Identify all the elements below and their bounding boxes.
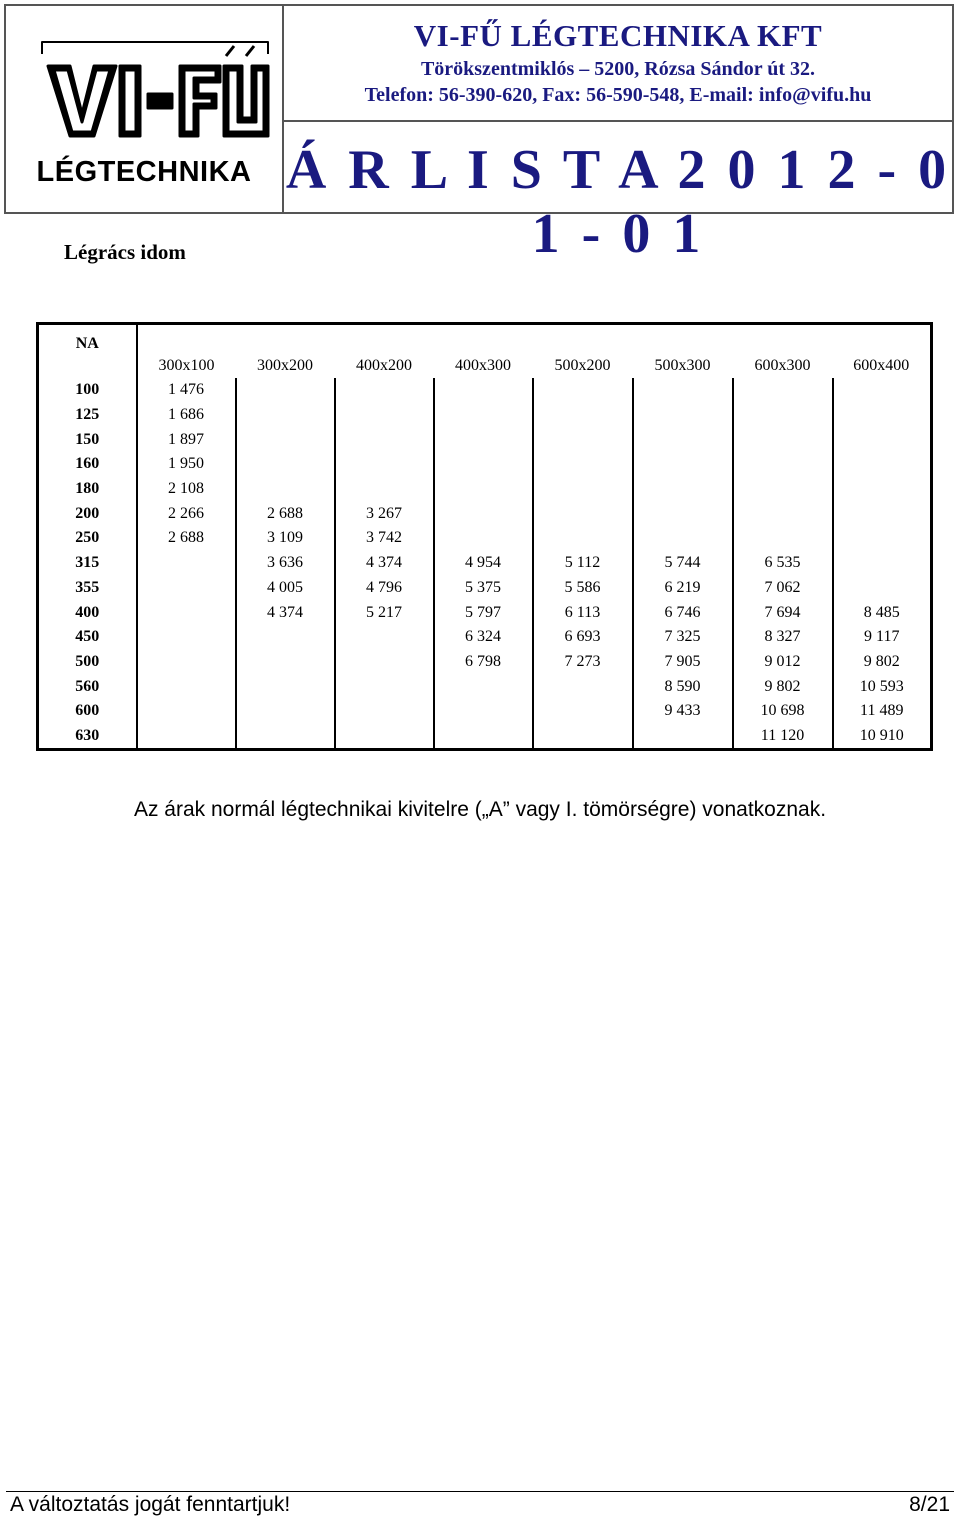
price-cell	[335, 452, 434, 477]
price-cell	[833, 526, 932, 551]
column-header: 300x200	[257, 357, 313, 374]
price-cell: 7 273	[533, 650, 633, 675]
footer-disclaimer: A változtatás jogát fenntartjuk!	[10, 1493, 291, 1516]
table-row	[38, 477, 932, 502]
table-row	[38, 650, 932, 675]
table-row	[38, 452, 932, 477]
price-cell: 6 693	[533, 625, 633, 650]
price-cell	[434, 501, 533, 526]
price-cell	[236, 427, 335, 452]
price-cell	[533, 526, 633, 551]
price-cell: 3 267	[335, 501, 434, 526]
price-cell	[633, 427, 733, 452]
price-cell	[633, 477, 733, 502]
price-cell	[733, 427, 833, 452]
table-header-row	[38, 324, 932, 379]
price-cell	[833, 551, 932, 576]
price-cell	[733, 526, 833, 551]
price-cell: 3 109	[236, 526, 335, 551]
price-cell	[533, 378, 633, 403]
price-cell	[633, 452, 733, 477]
price-cell	[833, 501, 932, 526]
price-cell	[236, 674, 335, 699]
price-cell	[833, 452, 932, 477]
row-na-label: 600	[38, 699, 137, 724]
price-cell: 9 802	[833, 650, 932, 675]
table-row	[38, 551, 932, 576]
price-cell: 7 325	[633, 625, 733, 650]
price-cell	[533, 427, 633, 452]
price-cell: 8 590	[633, 674, 733, 699]
column-header: 600x400	[853, 357, 910, 374]
price-cell	[434, 674, 533, 699]
price-cell	[833, 403, 932, 428]
row-na-label: 125	[38, 403, 137, 428]
price-cell: 6 324	[434, 625, 533, 650]
price-cell: 1 476	[137, 378, 236, 403]
price-list-title: Á R L I S T A 2 0 1 2 - 0 1 - 0 1	[285, 139, 951, 265]
price-cell	[137, 674, 236, 699]
company-contact: Telefon: 56-390-620, Fax: 56-590-548, E-mail: info@vifu.hu	[364, 84, 872, 106]
company-name: VI-FŰ LÉGTECHNIKA KFT	[413, 18, 823, 53]
column-header: 400x200	[356, 357, 412, 374]
price-cell	[434, 724, 533, 750]
price-cell	[434, 427, 533, 452]
header-divider	[284, 120, 952, 122]
price-cell	[733, 501, 833, 526]
price-cell	[137, 650, 236, 675]
price-table-body	[38, 324, 932, 750]
price-cell: 5 375	[434, 576, 533, 601]
price-cell	[137, 699, 236, 724]
row-na-label: 630	[38, 724, 137, 750]
price-cell	[434, 699, 533, 724]
row-na-label: 100	[38, 378, 137, 403]
price-cell: 6 798	[434, 650, 533, 675]
price-cell: 9 117	[833, 625, 932, 650]
row-na-label: 500	[38, 650, 137, 675]
logo-text: LÉGTECHNIKA	[36, 156, 252, 188]
price-cell	[137, 600, 236, 625]
price-cell: 9 802	[733, 674, 833, 699]
price-cell	[236, 403, 335, 428]
row-na-label: 400	[38, 600, 137, 625]
price-cell	[137, 551, 236, 576]
price-cell	[236, 378, 335, 403]
price-cell	[533, 724, 633, 750]
table-row	[38, 378, 932, 403]
price-cell: 6 113	[533, 600, 633, 625]
price-cell: 2 108	[137, 477, 236, 502]
price-cell	[335, 477, 434, 502]
row-na-label: 450	[38, 625, 137, 650]
row-na-label: 200	[38, 501, 137, 526]
price-cell	[633, 501, 733, 526]
price-cell	[733, 403, 833, 428]
price-cell	[434, 378, 533, 403]
price-cell: 4 374	[335, 551, 434, 576]
price-cell: 7 694	[733, 600, 833, 625]
price-cell	[335, 625, 434, 650]
price-cell	[533, 501, 633, 526]
pricing-note: Az árak normál légtechnikai kivitelre („A” vagy I. tömörségre) vonatkoznak.	[133, 798, 827, 821]
price-cell: 4 005	[236, 576, 335, 601]
table-row	[38, 576, 932, 601]
price-cell: 11 120	[733, 724, 833, 750]
row-na-label: 160	[38, 452, 137, 477]
price-cell	[335, 650, 434, 675]
price-cell: 3 742	[335, 526, 434, 551]
column-header: 300x100	[137, 324, 236, 379]
price-cell	[335, 403, 434, 428]
table-row	[38, 526, 932, 551]
row-na-label: 180	[38, 477, 137, 502]
price-cell	[633, 378, 733, 403]
company-address: Törökszentmiklós – 5200, Rózsa Sándor út 32.	[420, 58, 816, 80]
price-cell: 5 112	[533, 551, 633, 576]
price-cell	[833, 427, 932, 452]
price-cell: 4 954	[434, 551, 533, 576]
price-cell	[434, 477, 533, 502]
price-cell: 6 746	[633, 600, 733, 625]
price-cell: 10 910	[833, 724, 932, 750]
price-cell: 6 535	[733, 551, 833, 576]
price-cell: 5 797	[434, 600, 533, 625]
page-number: 8/21	[909, 1493, 950, 1516]
table-row	[38, 403, 932, 428]
table-row	[38, 625, 932, 650]
row-na-label: 250	[38, 526, 137, 551]
column-header: 500x200	[554, 357, 611, 374]
price-cell: 5 586	[533, 576, 633, 601]
price-cell: 1 686	[137, 403, 236, 428]
price-cell	[434, 526, 533, 551]
table-row	[38, 427, 932, 452]
row-na-label: 315	[38, 551, 137, 576]
corner-label: NA	[38, 324, 137, 379]
price-cell: 1 897	[137, 427, 236, 452]
price-cell: 5 744	[633, 551, 733, 576]
price-cell	[533, 477, 633, 502]
price-cell: 1 950	[137, 452, 236, 477]
price-cell: 9 433	[633, 699, 733, 724]
row-na-label: 355	[38, 576, 137, 601]
price-cell: 7 905	[633, 650, 733, 675]
price-cell	[434, 452, 533, 477]
table-row	[38, 674, 932, 699]
price-cell	[335, 427, 434, 452]
price-cell: 10 593	[833, 674, 932, 699]
price-cell	[533, 699, 633, 724]
company-logo	[6, 6, 284, 212]
price-cell	[236, 650, 335, 675]
price-cell	[335, 378, 434, 403]
price-cell	[236, 452, 335, 477]
price-cell: 2 266	[137, 501, 236, 526]
column-header: 400x300	[455, 357, 511, 374]
price-cell	[236, 699, 335, 724]
price-cell	[236, 477, 335, 502]
price-cell: 2 688	[236, 501, 335, 526]
price-cell	[533, 403, 633, 428]
price-cell	[533, 674, 633, 699]
price-cell	[236, 625, 335, 650]
footer-divider	[6, 1491, 954, 1492]
price-cell: 10 698	[733, 699, 833, 724]
price-cell: 7 062	[733, 576, 833, 601]
price-cell: 4 796	[335, 576, 434, 601]
column-header: 600x300	[754, 357, 811, 374]
price-table	[36, 322, 933, 751]
price-cell	[633, 724, 733, 750]
price-cell	[733, 477, 833, 502]
company-info	[284, 6, 952, 265]
price-cell: 3 636	[236, 551, 335, 576]
table-row	[38, 724, 932, 750]
table-row	[38, 600, 932, 625]
price-cell	[733, 378, 833, 403]
price-cell	[137, 724, 236, 750]
price-cell	[335, 674, 434, 699]
price-cell	[137, 576, 236, 601]
price-cell: 8 327	[733, 625, 833, 650]
price-cell	[833, 477, 932, 502]
table-row	[38, 501, 932, 526]
price-cell	[833, 576, 932, 601]
price-cell: 2 688	[137, 526, 236, 551]
column-header: 500x300	[654, 357, 711, 374]
row-na-label: 560	[38, 674, 137, 699]
section-title: Légrács idom	[64, 240, 186, 264]
price-cell	[434, 403, 533, 428]
price-cell	[236, 724, 335, 750]
vifu-logo-graphic	[20, 36, 270, 146]
price-cell: 4 374	[236, 600, 335, 625]
price-cell	[335, 699, 434, 724]
price-cell: 9 012	[733, 650, 833, 675]
price-cell: 8 485	[833, 600, 932, 625]
price-cell: 6 219	[633, 576, 733, 601]
table-row	[38, 699, 932, 724]
price-cell	[733, 452, 833, 477]
price-cell	[633, 526, 733, 551]
price-cell: 11 489	[833, 699, 932, 724]
price-cell	[633, 403, 733, 428]
price-cell	[833, 378, 932, 403]
price-cell	[137, 625, 236, 650]
price-cell	[533, 452, 633, 477]
price-cell	[335, 724, 434, 750]
row-na-label: 150	[38, 427, 137, 452]
price-cell: 5 217	[335, 600, 434, 625]
